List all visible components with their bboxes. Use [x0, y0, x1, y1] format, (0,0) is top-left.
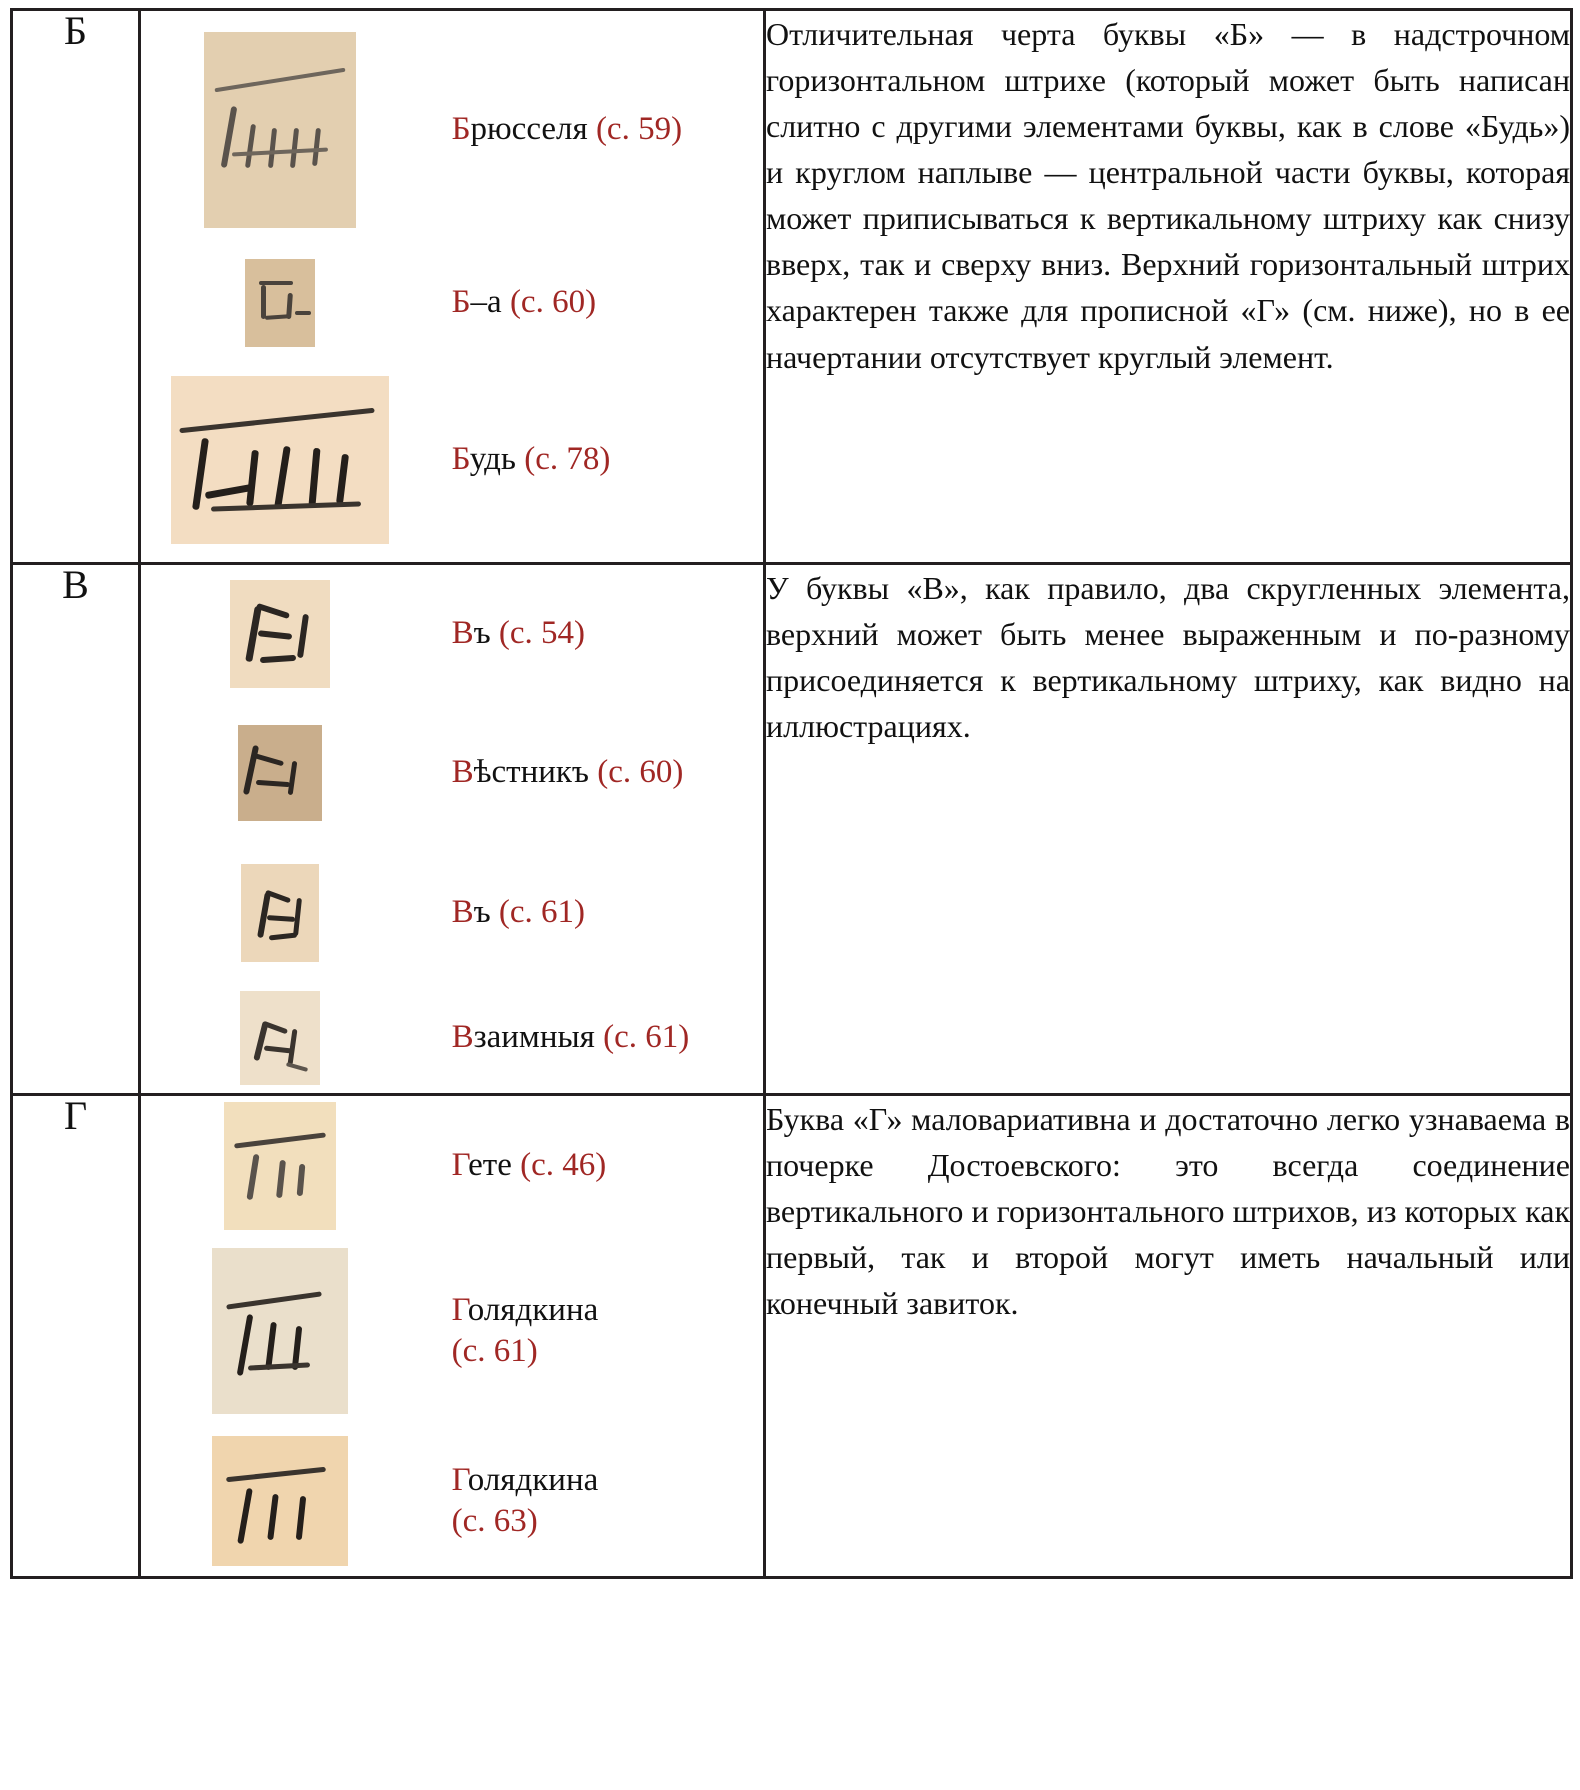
page-reference: (с. 59) — [595, 111, 683, 148]
letter-cell-b — [12, 10, 140, 564]
facsimile-v-1 — [230, 580, 330, 688]
sample-word — [420, 439, 763, 480]
letter-label: Г — [63, 1093, 88, 1138]
facsimile-v-1-wrap — [141, 580, 420, 688]
table-row — [12, 10, 1572, 564]
sample-word — [420, 892, 763, 933]
letter-label: Б — [64, 8, 87, 53]
sample-word-text: Въ — [451, 615, 491, 652]
sample-word — [420, 282, 763, 323]
sample-word-text: Голядкина — [451, 1461, 599, 1498]
sample-row — [141, 1426, 763, 1576]
facsimile-b-a-wrap — [141, 259, 420, 347]
description-text: Отличительная черта буквы «Б» — в надстрочном горизонтальном штрихе (который может быть написан слитно с другими элементами буквы, как в слове «Будь») и круглом наплыве — центральной части буквы, которая может приписываться к вертикальному штриху как снизу вверх, так и сверху вниз. Верхний горизонтальный штрих характерен также для прописной «Г» (см. ниже), но в ее начертании отсутствует круглый элемент. — [766, 16, 1570, 375]
samples-cell-g — [140, 1095, 765, 1578]
letter-label: В — [62, 562, 89, 607]
page-reference: (с. 46) — [520, 1147, 607, 1184]
samples-cell-v — [140, 564, 765, 1095]
sample-row — [141, 703, 763, 843]
sample-word-text: Б–а — [451, 284, 502, 321]
facsimile-golyadkina-2-wrap — [141, 1436, 420, 1566]
facsimile-brussels — [204, 32, 356, 228]
letter-cell-g — [12, 1095, 140, 1578]
sample-row — [141, 565, 763, 703]
sample-word-text: Гете — [451, 1147, 512, 1184]
facsimile-gete-wrap — [141, 1102, 420, 1230]
sample-word — [420, 1017, 763, 1058]
description-text: Буква «Г» маловариативна и достаточно легко узнаваема в почерке Достоевского: это всегда соединение вертикального и горизонтального штрихов, из которых как первый, так и второй могут иметь начальный или конечный завиток. — [766, 1101, 1570, 1322]
samples-list — [141, 1096, 763, 1576]
facsimile-gete — [224, 1102, 336, 1230]
samples-list — [141, 11, 763, 562]
description-cell-b — [765, 10, 1572, 564]
facsimile-golyadkina-2 — [212, 1436, 348, 1566]
sample-word-text: Голядкина — [451, 1291, 599, 1328]
page-reference: (с. 60) — [597, 754, 684, 791]
letter-cell-v — [12, 564, 140, 1095]
sample-row — [141, 357, 763, 562]
sample-word-text: Будь — [451, 440, 516, 477]
sample-word — [420, 1460, 763, 1543]
facsimile-vzaimnyya — [240, 991, 320, 1085]
sample-word — [420, 613, 763, 654]
facsimile-vzaimnyya-wrap — [141, 991, 420, 1085]
page-reference: (с. 60) — [509, 284, 597, 321]
sample-word-text: Въ — [451, 894, 491, 931]
sample-word — [420, 1145, 763, 1186]
sample-row — [141, 843, 763, 983]
page-reference: (с. 54) — [498, 615, 586, 652]
handwriting-table — [10, 8, 1573, 1579]
sample-row — [141, 11, 763, 249]
description-cell-g — [765, 1095, 1572, 1578]
page-reference: (с. 61) — [603, 1019, 690, 1056]
table-row — [12, 564, 1572, 1095]
sample-row — [141, 1096, 763, 1236]
sample-row — [141, 983, 763, 1093]
table-row — [12, 1095, 1572, 1578]
sample-word-text: Брюсселя — [451, 111, 588, 148]
facsimile-golyadkina-1 — [212, 1248, 348, 1414]
page-reference: (с. 78) — [524, 440, 611, 477]
samples-list — [141, 565, 763, 1093]
facsimile-vestnik-wrap — [141, 725, 420, 821]
facsimile-vestnik — [238, 725, 322, 821]
description-cell-v — [765, 564, 1572, 1095]
facsimile-v-2-wrap — [141, 864, 420, 962]
page-reference: (с. 61) — [451, 1333, 538, 1369]
facsimile-v-2 — [241, 864, 319, 962]
facsimile-brussels-wrap — [141, 32, 420, 228]
sample-word-text: Вѣстникъ — [451, 754, 589, 791]
sample-row — [141, 1236, 763, 1426]
facsimile-golyadkina-1-wrap — [141, 1248, 420, 1414]
sample-row — [141, 249, 763, 357]
sample-word — [420, 752, 763, 793]
description-text: У буквы «В», как правило, два скругленных элемента, верхний может быть менее выраженным и по-разному присоединяется к вертикальному штриху, как видно на иллюстрациях. — [766, 570, 1570, 745]
sample-word — [420, 109, 763, 150]
samples-cell-b — [140, 10, 765, 564]
page-reference: (с. 61) — [498, 894, 586, 931]
facsimile-b-a — [245, 259, 315, 347]
sample-word — [420, 1290, 763, 1373]
sample-word-text: Взаимныя — [451, 1019, 595, 1056]
document-page — [0, 8, 1580, 1579]
facsimile-bud-wrap — [141, 376, 420, 544]
facsimile-bud — [171, 376, 389, 544]
page-reference: (с. 63) — [451, 1503, 538, 1539]
